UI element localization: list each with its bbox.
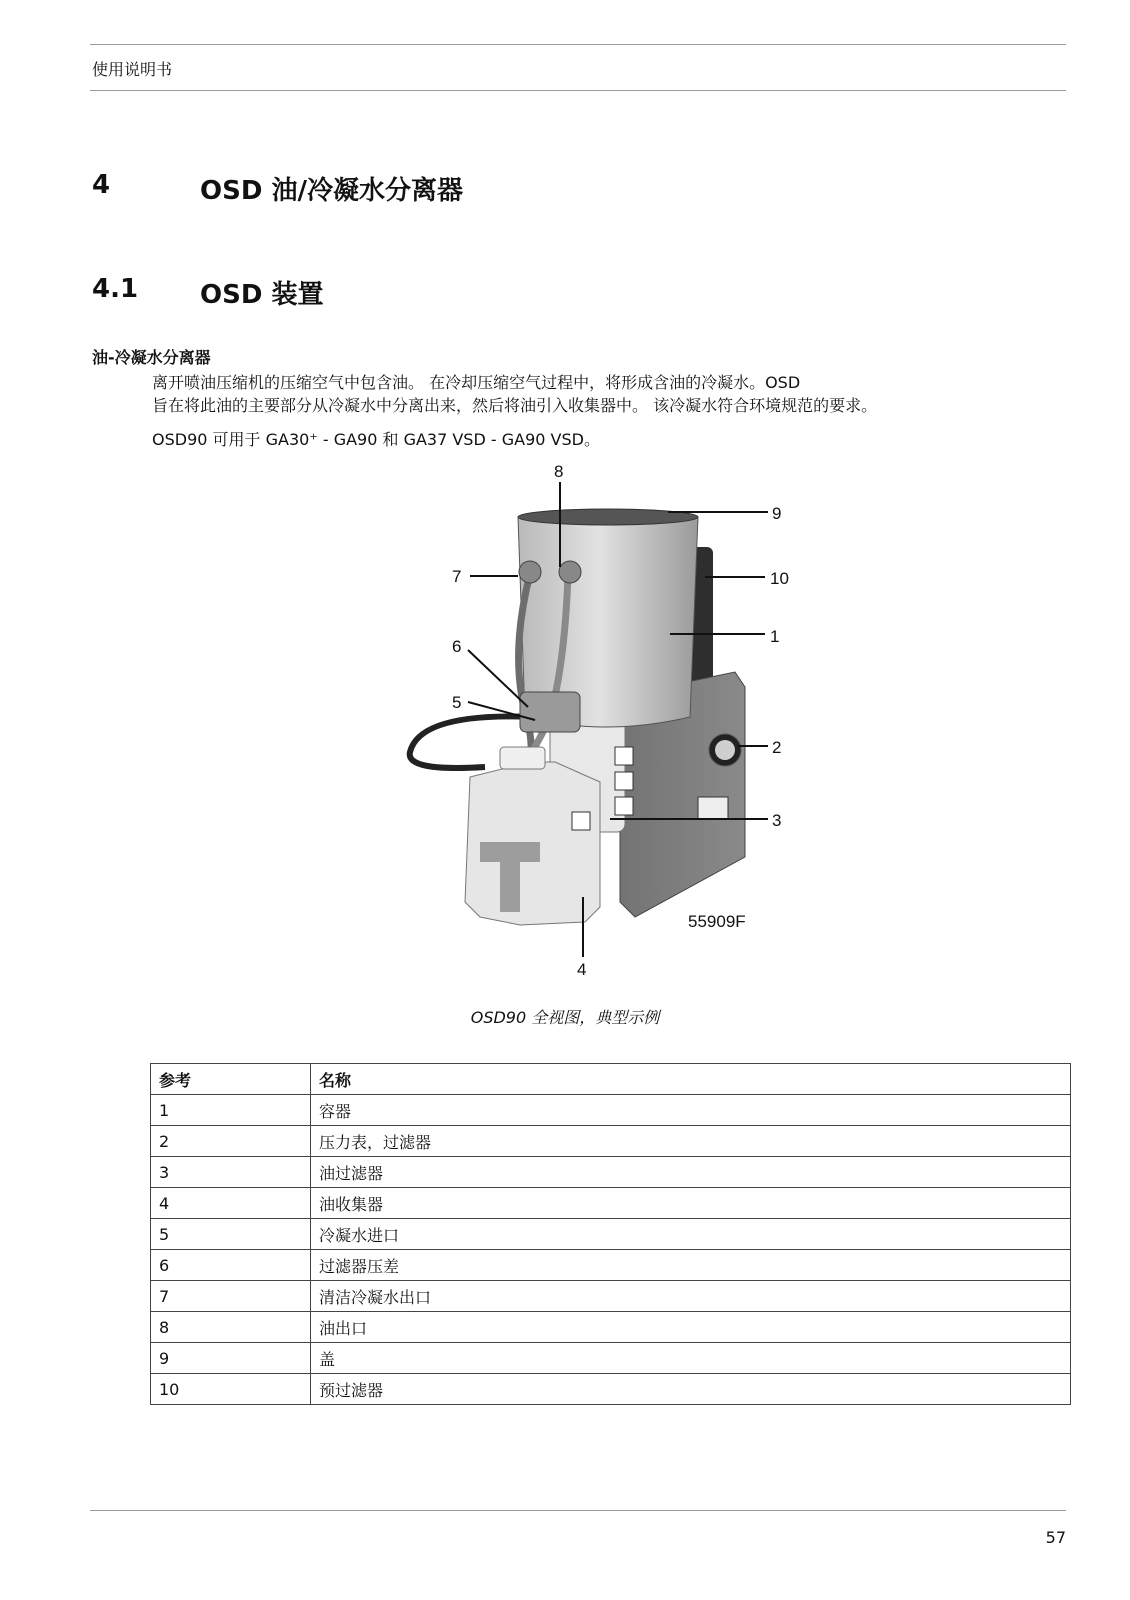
- ref-cell: 4: [151, 1188, 311, 1219]
- name-cell: 油出口: [311, 1312, 1071, 1343]
- osd90-illustration: [400, 462, 820, 992]
- name-cell: 过滤器压差: [311, 1250, 1071, 1281]
- name-cell: 容器: [311, 1095, 1071, 1126]
- column-header-ref: 参考: [151, 1064, 311, 1095]
- chapter-title: OSD 油/冷凝水分离器: [200, 176, 463, 206]
- callout-6: 6: [452, 637, 462, 656]
- name-cell: 清洁冷凝水出口: [311, 1281, 1071, 1312]
- callout-10: 10: [770, 569, 789, 588]
- callout-3: 3: [772, 811, 782, 830]
- body-line-2: 旨在将此油的主要部分从冷凝水中分离出来，然后将油引入收集器中。 该冷凝水符合环境规范的要求。: [152, 396, 878, 415]
- table-row: [151, 1188, 1071, 1219]
- section-number: 4.1: [92, 274, 139, 304]
- ref-cell: 6: [151, 1250, 311, 1281]
- table-header-row: [151, 1064, 1071, 1095]
- callout-9: 9: [772, 504, 782, 523]
- table-row: [151, 1126, 1071, 1157]
- image-code: 55909F: [688, 912, 746, 931]
- ref-cell: 3: [151, 1157, 311, 1188]
- table-row: [151, 1281, 1071, 1312]
- table-row: [151, 1095, 1071, 1126]
- column-header-name: 名称: [311, 1064, 1071, 1095]
- callout-8: 8: [554, 462, 564, 481]
- table-row: [151, 1343, 1071, 1374]
- ref-cell: 9: [151, 1343, 311, 1374]
- name-cell: 油收集器: [311, 1188, 1071, 1219]
- ref-cell: 5: [151, 1219, 311, 1250]
- table-row: [151, 1374, 1071, 1405]
- figure-caption: OSD90 全视图，典型示例: [470, 1008, 660, 1027]
- callout-4: 4: [577, 960, 587, 979]
- ref-cell: 2: [151, 1126, 311, 1157]
- body-line-1: 离开喷油压缩机的压缩空气中包含油。 在冷却压缩空气过程中，将形成含油的冷凝水。OSD: [152, 373, 801, 392]
- name-cell: 压力表，过滤器: [311, 1126, 1071, 1157]
- callout-2: 2: [772, 738, 782, 757]
- chapter-number: 4: [92, 170, 111, 200]
- section-title: OSD 装置: [200, 280, 324, 310]
- header-rule-top: [90, 44, 1066, 45]
- reference-table: [150, 1063, 1071, 1405]
- osd90-figure: [400, 462, 820, 992]
- subheading: 油-冷凝水分离器: [92, 348, 211, 367]
- ref-cell: 7: [151, 1281, 311, 1312]
- ref-cell: 1: [151, 1095, 311, 1126]
- ref-cell: 10: [151, 1374, 311, 1405]
- callout-7: 7: [452, 567, 462, 586]
- name-cell: 冷凝水进口: [311, 1219, 1071, 1250]
- running-header: 使用说明书: [92, 60, 173, 79]
- name-cell: 油过滤器: [311, 1157, 1071, 1188]
- table-row: [151, 1250, 1071, 1281]
- name-cell: 盖: [311, 1343, 1071, 1374]
- footer-rule: [90, 1510, 1066, 1511]
- table-row: [151, 1157, 1071, 1188]
- name-cell: 预过滤器: [311, 1374, 1071, 1405]
- page-number: 57: [1045, 1528, 1066, 1547]
- table-row: [151, 1219, 1071, 1250]
- ref-cell: 8: [151, 1312, 311, 1343]
- header-rule-bottom: [90, 90, 1066, 91]
- body-line-3: OSD90 可用于 GA30⁺ - GA90 和 GA37 VSD - GA90 VSD。: [152, 430, 600, 449]
- table-row: [151, 1312, 1071, 1343]
- callout-5: 5: [452, 693, 462, 712]
- callout-1: 1: [770, 627, 780, 646]
